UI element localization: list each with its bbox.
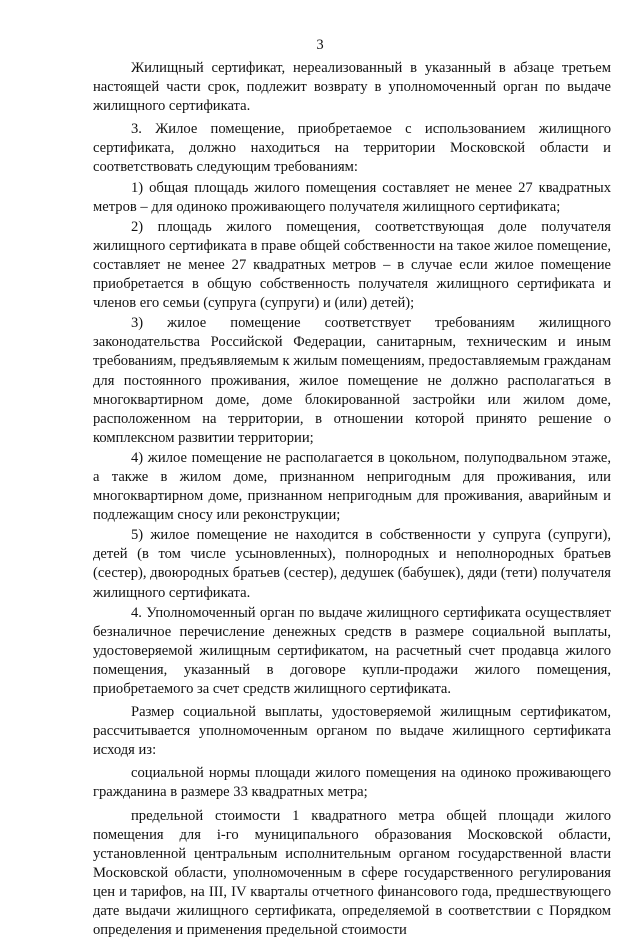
paragraph: Жилищный сертификат, нереализованный в указанный в абзаце третьем настоящей части срок, подлежит возврату в уполномоченный орган по выдаче жилищного сертификата. xyxy=(93,60,611,115)
paragraph: 3. Жилое помещение, приобретаемое с использованием жилищного сертификата, должно находиться на территории Московской области и соответствовать следующим требованиям: xyxy=(93,121,611,176)
paragraph: 5) жилое помещение не находится в собственности у супруга (супруги), детей (в том числе усыновленных), полнородных и неполнородных братьев (сестер), двоюродных братьев (сестер), дедушек (бабушек), дяди (тети) получателя жилищного сертификата. xyxy=(93,527,611,601)
paragraph: 3) жилое помещение соответствует требованиям жилищного законодательства Российской Федерации, санитарным, техническим и иным требованиям, предъявляемым к жилым помещениям, предоставляемым гражданам для постоянного проживания, жилое помещение не должно располагаться в многоквартирном доме, доме блокированной застройки или жилом доме, расположенном на территории, в отношении которой принято решение о комплексном развитии территории; xyxy=(93,315,611,446)
paragraph: 2) площадь жилого помещения, соответствующая доле получателя жилищного сертификата в праве общей собственности на такое жилое помещение, составляет не менее 27 квадратных метров – в случае если жилое помещение приобретается в общую собственность получателя жилищного сертификата и членов его семьи (супруга (супруги) и (или) детей); xyxy=(93,218,611,312)
paragraph: социальной нормы площади жилого помещения на одиноко проживающего гражданина в размере 33 квадратных метра; xyxy=(93,765,611,801)
page-number: 3 xyxy=(316,37,324,53)
paragraph: Размер социальной выплаты, удостоверяемой жилищным сертификатом, рассчитывается уполномоченным органом по выдаче жилищного сертификата исходя из: xyxy=(93,704,611,759)
document-body xyxy=(93,59,611,944)
paragraph: 4. Уполномоченный орган по выдаче жилищного сертификата осуществляет безналичное перечисление денежных средств в размере социальной выплаты, удостоверяемой жилищным сертификатом, на расчетный счет продавца жилого помещения, указанный в договоре купли-продажи жилого помещения, приобретаемого за счет средств жилищного сертификата. xyxy=(93,604,611,697)
paragraph: 4) жилое помещение не располагается в цокольном, полуподвальном этаже, а также в жилом доме, признанном непригодным для проживания, или многоквартирном доме, признанном непригодным для проживания, аварийным и подлежащим сносу или реконструкции; xyxy=(93,449,611,524)
paragraph: предельной стоимости 1 квадратного метра общей площади жилого помещения для i-го муниципального образования Московской области, установленной центральным исполнительным органом государственной власти Московской области, уполномоченным в сфере государственного регулирования цен и тарифов, на III, IV кварталы отчетного финансового года, предшествующего дате выдачи жилищного сертификата, определяемой в соответствии с Порядком определения и применения предельной стоимости xyxy=(93,807,611,939)
paragraph: 1) общая площадь жилого помещения составляет не менее 27 квадратных метров – для одиноко проживающего получателя жилищного сертификата; xyxy=(93,179,611,215)
